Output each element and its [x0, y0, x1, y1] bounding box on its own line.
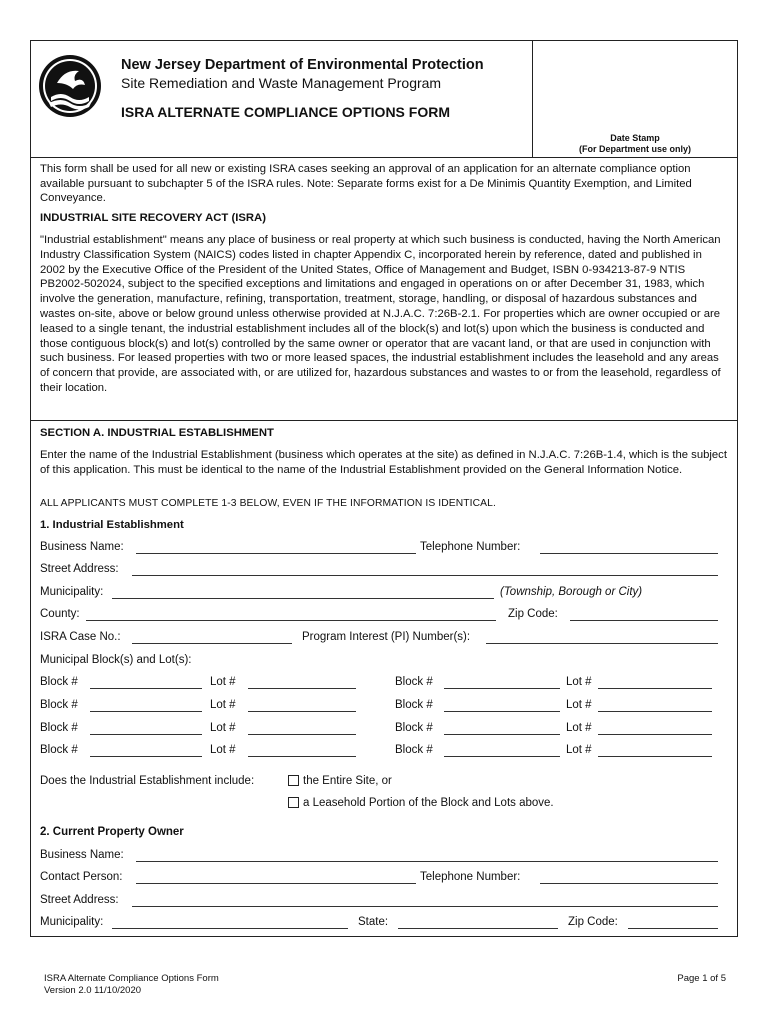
lot-field[interactable]: [248, 688, 356, 689]
property-owner-heading-row: [40, 826, 720, 841]
ie-business-name-field[interactable]: [136, 553, 416, 554]
leasehold-row: [40, 797, 720, 812]
owner-business-name-label: Business Name:: [40, 849, 124, 861]
lot-field[interactable]: [248, 734, 356, 735]
pi-number-label: Program Interest (PI) Number(s):: [302, 631, 471, 643]
leasehold-option[interactable]: [288, 797, 554, 809]
date-stamp-label: [533, 133, 737, 155]
block-label: Block #: [40, 744, 78, 756]
block-lots-label: Municipal Block(s) and Lot(s):: [40, 654, 192, 666]
leasehold-label: a Leasehold Portion of the Block and Lots above.: [303, 797, 554, 809]
page-number: Page 1 of 5: [677, 973, 726, 984]
owner-municipality-row: [40, 916, 720, 931]
section-a-heading: SECTION A. INDUSTRIAL ESTABLISHMENT: [40, 427, 274, 439]
owner-contact-field[interactable]: [136, 883, 416, 884]
intro-text: This form shall be used for all new or existing ISRA cases seeking an approval of an application for an alternate compliance option available pursuant to subchapter 5 of the ISRA rules. Note: Separate forms exist for a De Minimis Quantity Exemption, and Limited Conveyance.: [40, 163, 692, 204]
block-lot-row: [40, 699, 720, 714]
owner-street-row: [40, 894, 720, 909]
lot-field[interactable]: [248, 711, 356, 712]
ie-county-label: County:: [40, 608, 80, 620]
block-field[interactable]: [90, 734, 202, 735]
block-field[interactable]: [444, 756, 560, 757]
owner-contact-row: [40, 871, 720, 886]
date-stamp-title: Date Stamp: [610, 133, 660, 143]
ie-zip-label: Zip Code:: [508, 608, 558, 620]
block-label: Block #: [395, 699, 433, 711]
ie-telephone-field[interactable]: [540, 553, 718, 554]
ie-municipality-row: [40, 586, 720, 601]
owner-street-field[interactable]: [132, 906, 718, 907]
ie-telephone-label: Telephone Number:: [420, 541, 521, 553]
property-owner-heading: 2. Current Property Owner: [40, 826, 184, 838]
lot-field[interactable]: [598, 688, 712, 689]
ie-street-field[interactable]: [132, 575, 718, 576]
block-label: Block #: [395, 744, 433, 756]
industrial-establishment-heading: 1. Industrial Establishment: [40, 519, 184, 531]
lot-label: Lot #: [566, 722, 592, 734]
block-field[interactable]: [444, 688, 560, 689]
owner-municipality-label: Municipality:: [40, 916, 104, 928]
ie-county-row: [40, 608, 720, 623]
ie-street-label: Street Address:: [40, 563, 119, 575]
lot-field[interactable]: [598, 711, 712, 712]
entire-site-checkbox[interactable]: [288, 775, 299, 786]
lot-label: Lot #: [566, 699, 592, 711]
owner-state-label: State:: [358, 916, 389, 928]
owner-telephone-label: Telephone Number:: [420, 871, 521, 883]
footer-form-name: ISRA Alternate Compliance Options Form: [44, 973, 219, 984]
block-label: Block #: [40, 676, 78, 688]
block-field[interactable]: [90, 756, 202, 757]
form-frame: [30, 40, 738, 937]
footer-version: Version 2.0 11/10/2020: [44, 985, 142, 996]
owner-municipality-field[interactable]: [112, 928, 348, 929]
ie-county-field[interactable]: [86, 620, 496, 621]
date-stamp-note: (For Department use only): [578, 144, 691, 154]
lot-label: Lot #: [566, 676, 592, 688]
block-field[interactable]: [90, 711, 202, 712]
entire-site-label: the Entire Site, or: [303, 775, 392, 787]
block-lot-row: [40, 676, 720, 691]
lot-field[interactable]: [598, 734, 712, 735]
form-header: [31, 41, 737, 158]
ie-zip-field[interactable]: [570, 620, 718, 621]
lot-field[interactable]: [598, 756, 712, 757]
block-lot-row: [40, 744, 720, 759]
ie-business-name-label: Business Name:: [40, 541, 124, 553]
date-stamp-box: [532, 41, 737, 157]
owner-zip-field[interactable]: [628, 928, 718, 929]
footer: [44, 973, 219, 997]
form-title: ISRA ALTERNATE COMPLIANCE OPTIONS FORM: [121, 104, 450, 120]
njdep-seal-icon: [37, 53, 103, 119]
block-field[interactable]: [90, 688, 202, 689]
section-a-instructions: Enter the name of the Industrial Establishment (business which operates at the site) as defined in N.J.A.C. 7:26B-1.4, which is the subject of this application. This must be identical to the name of the Industrial Establishment provided on the General Information Notice.: [40, 449, 727, 476]
include-row: [40, 775, 720, 790]
entire-site-option[interactable]: [288, 775, 392, 787]
isra-heading: INDUSTRIAL SITE RECOVERY ACT (ISRA): [40, 212, 266, 224]
owner-state-field[interactable]: [398, 928, 558, 929]
block-label: Block #: [40, 699, 78, 711]
lot-label: Lot #: [210, 744, 236, 756]
township-note: (Township, Borough or City): [500, 586, 643, 598]
lot-label: Lot #: [210, 722, 236, 734]
owner-business-row: [40, 849, 720, 864]
ie-business-row: [40, 541, 720, 556]
block-label: Block #: [395, 722, 433, 734]
ie-municipality-field[interactable]: [112, 598, 494, 599]
owner-telephone-field[interactable]: [540, 883, 718, 884]
ie-case-row: [40, 631, 720, 646]
owner-business-name-field[interactable]: [136, 861, 718, 862]
block-lots-row: [40, 654, 720, 669]
lot-label: Lot #: [210, 699, 236, 711]
section-divider: [31, 420, 737, 421]
block-field[interactable]: [444, 711, 560, 712]
owner-contact-label: Contact Person:: [40, 871, 123, 883]
agency-name: New Jersey Department of Environmental Protection: [121, 57, 484, 73]
leasehold-checkbox[interactable]: [288, 797, 299, 808]
block-label: Block #: [395, 676, 433, 688]
all-applicants-note: ALL APPLICANTS MUST COMPLETE 1-3 BELOW, EVEN IF THE INFORMATION IS IDENTICAL.: [40, 498, 496, 509]
lot-label: Lot #: [566, 744, 592, 756]
lot-field[interactable]: [248, 756, 356, 757]
block-label: Block #: [40, 722, 78, 734]
ie-municipality-label: Municipality:: [40, 586, 104, 598]
include-question: Does the Industrial Establishment include:: [40, 775, 255, 787]
isra-case-label: ISRA Case No.:: [40, 631, 121, 643]
isra-case-field[interactable]: [132, 643, 292, 644]
block-lot-row: [40, 722, 720, 737]
lot-label: Lot #: [210, 676, 236, 688]
isra-definition: "Industrial establishment" means any place of business or real property at which such business is conducted, having the North American Industry Classification System (NAICS) codes listed in chapter Appendix C, incorporated herein by reference, dated and published in 2002 by the Executive Office of the President of the United States, Office of Management and Budget, ISBN 0-934213-87-9 NTIS PB2002-502024, subject to the specified exceptions and limitations and engaged in operations on or after December 31, 1983, which involve the generation, manufacture, refining, transportation, treatment, storage, handling, or disposal of hazardous substances and wastes on-site, above or below ground unless otherwise provided at N.J.A.C. 7:26B-2.1. For properties which are owner occupied or are leased to a single tenant, the industrial establishment includes all of the block(s) and lot(s) upon which the business is conducted and those contiguous block(s) and lot(s) controlled by the same owner or operator that are vacant land, or that are used in conjunction with such business. For leased properties with two or more leased spaces, the industrial establishment includes the leasehold and any areas of concern that provide, are associated with, or are utilized for, hazardous substances and wastes to or from the leasehold, regardless of their location.: [40, 234, 721, 394]
program-name: Site Remediation and Waste Management Program: [121, 75, 442, 91]
pi-number-field[interactable]: [486, 643, 718, 644]
ie-street-row: [40, 563, 720, 578]
owner-zip-label: Zip Code:: [568, 916, 618, 928]
block-field[interactable]: [444, 734, 560, 735]
owner-street-label: Street Address:: [40, 894, 119, 906]
